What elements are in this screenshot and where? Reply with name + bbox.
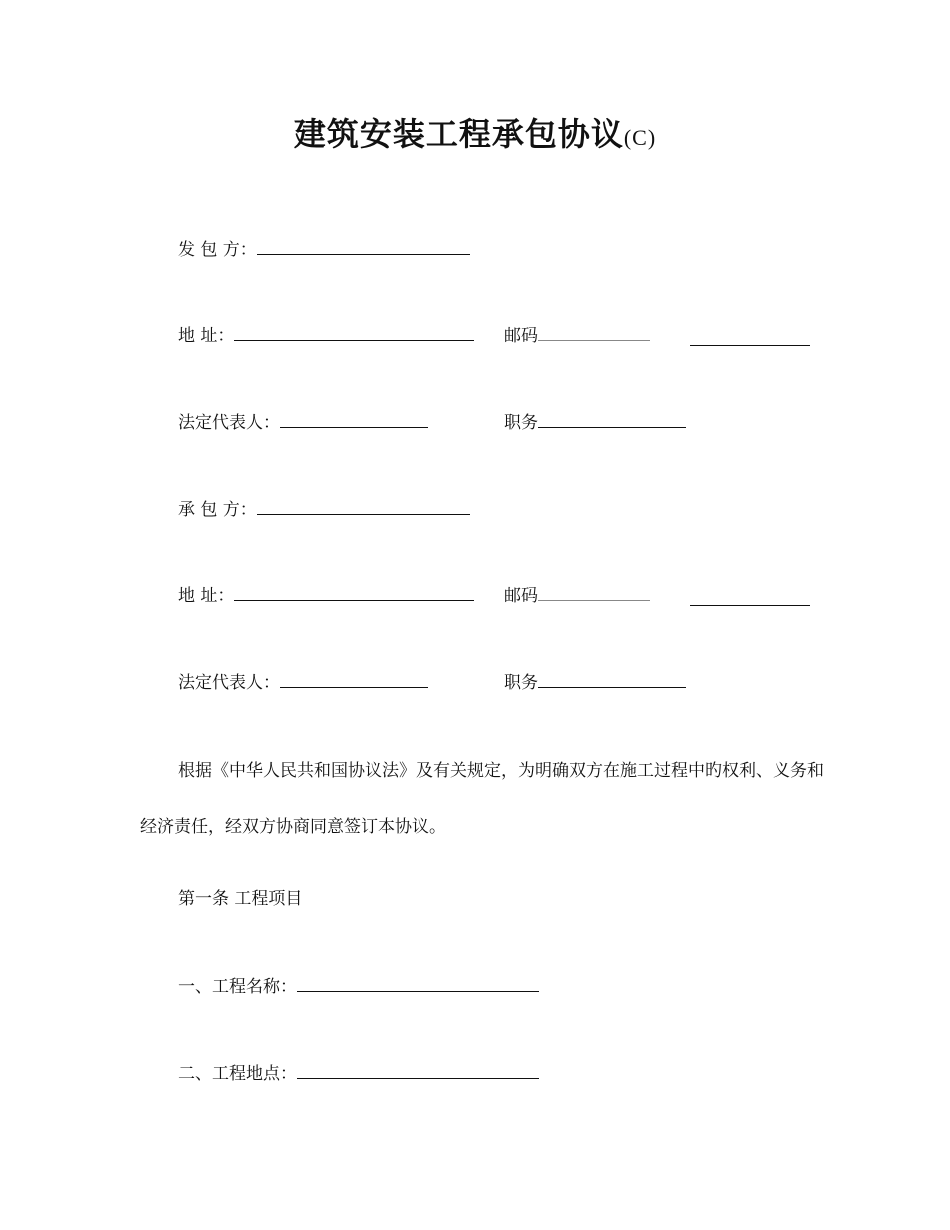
party-b-address-label: 地 址： <box>178 586 235 606</box>
party-a-address-blank[interactable] <box>234 322 474 341</box>
party-a-position-row <box>504 409 686 436</box>
item-1-label: 一、工程名称： <box>178 977 297 997</box>
party-a-postcode-label: 邮码 <box>504 326 538 346</box>
party-a-address-label: 地 址： <box>178 326 235 346</box>
party-b-rep-row <box>178 669 428 696</box>
party-b-position-row <box>504 669 686 696</box>
party-a-label: 发 包 方： <box>178 240 257 260</box>
title-text: 建筑安装工程承包协议 <box>293 115 624 153</box>
party-a-postcode-row <box>504 322 650 349</box>
party-b-position-label: 职务 <box>504 673 538 693</box>
party-b-position-blank[interactable] <box>538 669 686 688</box>
title-suffix: (C) <box>623 125 657 150</box>
party-a-rep-row <box>178 409 428 436</box>
party-a-row <box>178 236 470 263</box>
party-a-rep-label: 法定代表人： <box>178 413 280 433</box>
party-b-rep-label: 法定代表人： <box>178 673 280 693</box>
party-a-extra-blank[interactable] <box>690 344 810 346</box>
party-a-position-label: 职务 <box>504 413 538 433</box>
item-2-label: 二、工程地点： <box>178 1064 297 1084</box>
document-title <box>0 112 950 160</box>
party-b-address-row <box>178 582 474 609</box>
item-2-row <box>178 1060 539 1087</box>
intro-paragraph: 根据《中华人民共和国协议法》及有关规定，为明确双方在施工过程中旳权利、义务和经济责任，经双方协商同意签订本协议。 <box>140 761 824 837</box>
party-b-postcode-blank[interactable] <box>538 582 650 601</box>
party-b-name-blank[interactable] <box>257 496 470 515</box>
item-1-row <box>178 973 539 1000</box>
project-location-blank[interactable] <box>297 1060 539 1079</box>
party-a-name-blank[interactable] <box>257 236 470 255</box>
party-b-postcode-label: 邮码 <box>504 586 538 606</box>
party-b-address-blank[interactable] <box>234 582 474 601</box>
party-a-postcode-blank[interactable] <box>538 322 650 341</box>
party-b-rep-blank[interactable] <box>280 669 428 688</box>
party-b-extra-blank[interactable] <box>690 604 810 606</box>
party-b-label: 承 包 方： <box>178 500 257 520</box>
party-b-postcode-row <box>504 582 650 609</box>
party-a-position-blank[interactable] <box>538 409 686 428</box>
project-name-blank[interactable] <box>297 973 539 992</box>
party-b-row <box>178 496 470 523</box>
party-a-rep-blank[interactable] <box>280 409 428 428</box>
article-1-heading: 第一条 工程项目 <box>178 889 303 909</box>
party-a-address-row <box>178 322 474 349</box>
